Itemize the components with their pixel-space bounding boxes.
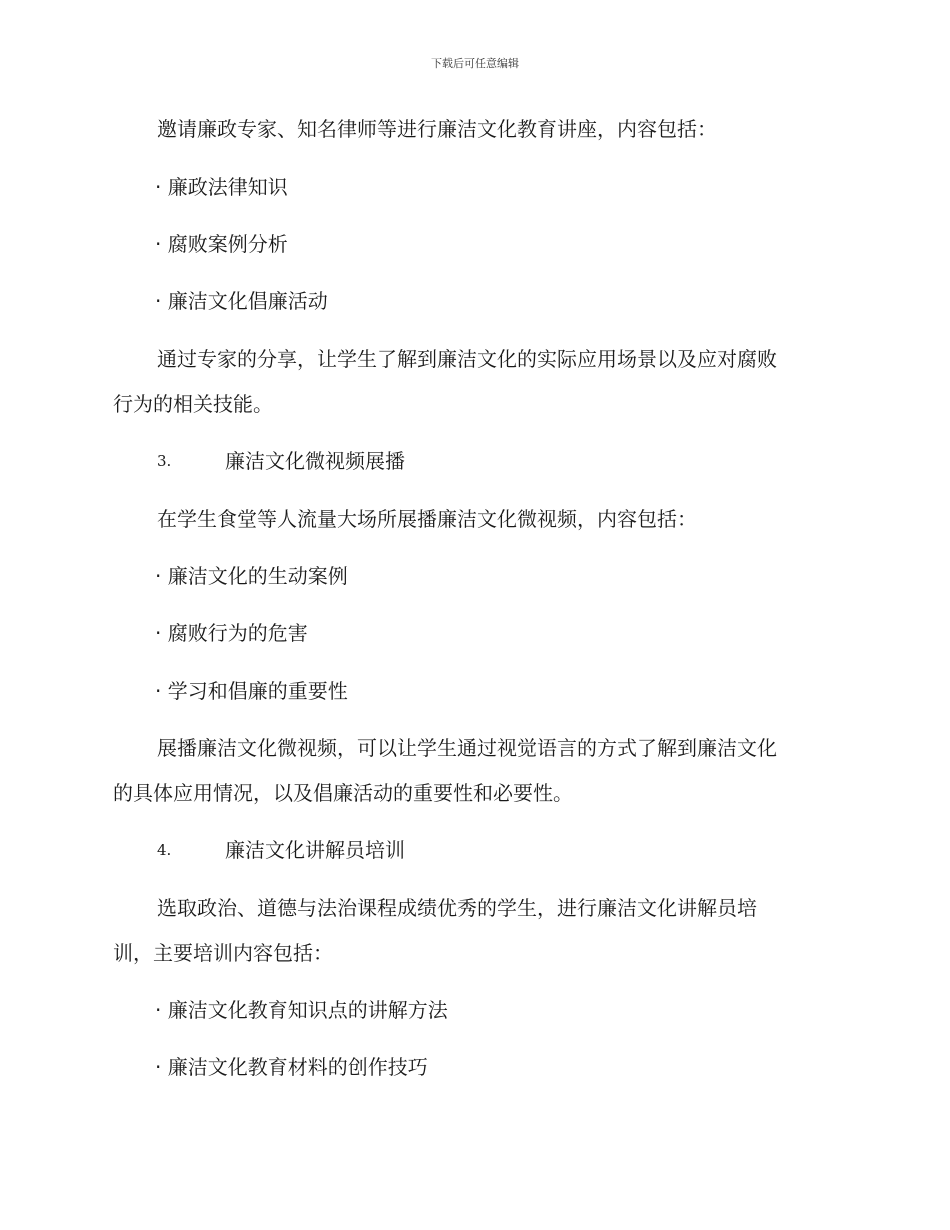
- paragraph-summary-line: 的具体应用情况，以及倡廉活动的重要性和必要性。: [113, 781, 573, 805]
- bullet-item: · 廉洁文化教育材料的创作技巧: [155, 1055, 428, 1079]
- section-title: 廉洁文化讲解员培训: [225, 838, 405, 862]
- page-header: 下载后可任意编辑: [431, 57, 519, 70]
- paragraph-summary-line: 展播廉洁文化微视频，可以让学生通过视觉语言的方式了解到廉洁文化: [157, 736, 777, 760]
- section-heading-3: [0, 448, 950, 474]
- section-title: 廉洁文化微视频展播: [225, 449, 405, 473]
- bullet-item: · 廉洁文化的生动案例: [155, 564, 348, 588]
- bullet-item: · 学习和倡廉的重要性: [155, 679, 348, 703]
- bullet-item: · 廉洁文化倡廉活动: [155, 289, 328, 313]
- paragraph-training-intro-line: 选取政治、道德与法治课程成绩优秀的学生，进行廉洁文化讲解员培: [157, 896, 757, 920]
- bullet-item: · 腐败案例分析: [155, 232, 288, 256]
- section-number: 4.: [157, 841, 172, 859]
- bullet-item: · 廉政法律知识: [155, 175, 288, 199]
- section-number: 3.: [157, 452, 172, 470]
- paragraph-lecture-intro: 邀请廉政专家、知名律师等进行廉洁文化教育讲座，内容包括：: [157, 117, 717, 141]
- section-heading-4: [0, 837, 950, 863]
- paragraph-summary-line: 行为的相关技能。: [113, 392, 273, 416]
- paragraph-video-intro: 在学生食堂等人流量大场所展播廉洁文化微视频，内容包括：: [157, 507, 697, 531]
- bullet-item: · 廉洁文化教育知识点的讲解方法: [155, 998, 448, 1022]
- paragraph-summary-line: 通过专家的分享，让学生了解到廉洁文化的实际应用场景以及应对腐败: [157, 347, 777, 371]
- paragraph-training-intro-line: 训，主要培训内容包括：: [113, 941, 333, 965]
- bullet-item: · 腐败行为的危害: [155, 621, 308, 645]
